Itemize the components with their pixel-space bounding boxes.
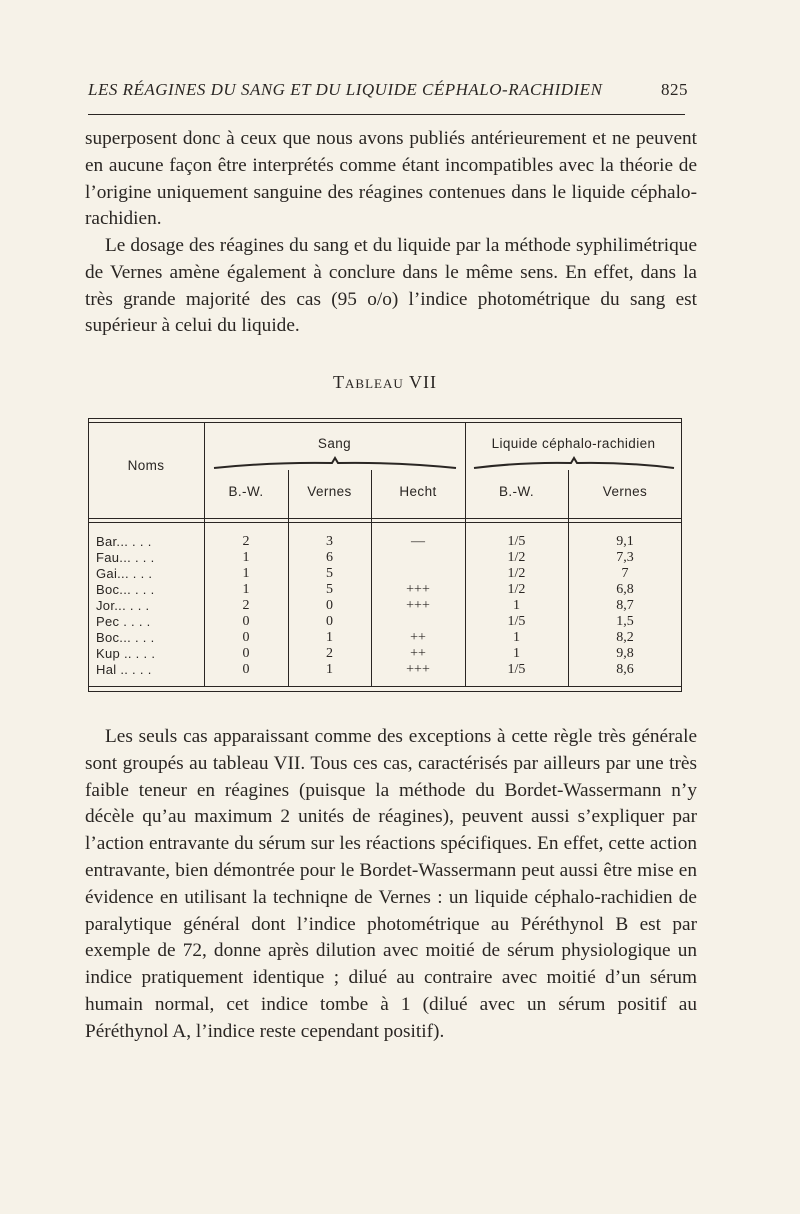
cell-sang-vernes: 5 bbox=[326, 566, 333, 581]
cell-nom: Jor... . . . bbox=[96, 598, 150, 613]
header-sang-hecht: Hecht bbox=[399, 484, 437, 499]
cell-liq-bw: 1/5 bbox=[507, 614, 526, 629]
paragraph-1: superposent donc à ceux que nous avons publiés antérieurement et ne peuvent en aucune façon être interprétés comme étant incompatibles avec la théorie de l’origine uniquement sanguine des réagines contenues dans le liquide céphalo-rachidien. bbox=[85, 128, 697, 230]
cell-sang-vernes: 1 bbox=[326, 630, 333, 645]
table-row bbox=[88, 614, 682, 630]
cell-liq-vernes: 7 bbox=[621, 566, 629, 581]
cell-sang-vernes: 5 bbox=[326, 582, 333, 597]
table-top-rule bbox=[88, 422, 682, 423]
header-liq-vernes: Vernes bbox=[602, 484, 648, 499]
cell-nom: Fau... . . . bbox=[96, 550, 155, 565]
table-row bbox=[88, 550, 682, 566]
cell-sang-bw: 1 bbox=[242, 582, 250, 597]
table-row bbox=[88, 630, 682, 646]
cell-sang-vernes: 0 bbox=[326, 598, 333, 613]
header-liq-bw: B.-W. bbox=[499, 484, 534, 499]
table-bottom-rule bbox=[88, 686, 682, 687]
liquide-brace bbox=[472, 456, 676, 470]
cell-liq-vernes: 9,1 bbox=[616, 534, 634, 549]
cell-liq-bw: 1 bbox=[513, 630, 520, 645]
header-sang-vernes: Vernes bbox=[307, 484, 352, 499]
table-row bbox=[88, 646, 682, 662]
cell-sang-bw: 2 bbox=[242, 534, 250, 549]
running-head bbox=[88, 80, 688, 104]
header-sang: Sang bbox=[317, 436, 352, 451]
cell-liq-vernes: 7,3 bbox=[616, 550, 634, 565]
header-rule bbox=[88, 114, 685, 115]
cell-sang-hecht: +++ bbox=[406, 582, 430, 597]
cell-sang-bw: 0 bbox=[242, 630, 250, 645]
cell-sang-bw: 1 bbox=[242, 566, 250, 581]
cell-liq-bw: 1 bbox=[513, 646, 520, 661]
running-head-title: LES RÉAGINES DU SANG ET DU LIQUIDE CÉPHALO-RACHIDIEN bbox=[88, 80, 603, 99]
table-row bbox=[88, 582, 682, 598]
header-separator bbox=[88, 518, 682, 519]
table-row bbox=[88, 662, 682, 678]
cell-sang-vernes: 6 bbox=[326, 550, 333, 565]
cell-nom: Boc... . . . bbox=[96, 582, 155, 597]
cell-nom: Kup .. . . . bbox=[96, 646, 156, 661]
page-number: 825 bbox=[661, 80, 688, 99]
cell-nom: Boc... . . . bbox=[96, 630, 155, 645]
cell-liq-vernes: 9,8 bbox=[616, 646, 634, 661]
cell-liq-bw: 1/2 bbox=[507, 550, 526, 565]
cell-sang-bw: 0 bbox=[242, 646, 250, 661]
header-separator-2 bbox=[88, 522, 682, 523]
cell-sang-vernes: 0 bbox=[326, 614, 333, 629]
cell-sang-hecht: ++ bbox=[410, 630, 426, 645]
cell-nom: Hal .. . . . bbox=[96, 662, 152, 677]
cell-liq-bw: 1/2 bbox=[507, 582, 526, 597]
header-noms: Noms bbox=[127, 458, 165, 473]
sang-brace bbox=[212, 456, 458, 470]
cell-liq-bw: 1/5 bbox=[507, 534, 526, 549]
cell-liq-bw: 1/2 bbox=[507, 566, 526, 581]
cell-nom: Bar... . . . bbox=[96, 534, 152, 549]
cell-sang-hecht: — bbox=[411, 534, 425, 549]
paragraph-3: Les seuls cas apparaissant comme des exceptions à cette règle très générale sont groupés au tableau VII. Tous ces cas, caractérisés par ailleurs par une très faible teneur en réagines (puisque la méthode du Bordet-Wassermann n’y décèle qu’au maximum 2 unités de réagines), peuvent aussi s’expliquer par l’action entravante du sérum sur les réactions spécifiques. En effet, cette action entravante, bien démontrée pour le Bordet-Wassermann peut aussi être mise en évidence en utilisant la techniqne de Vernes : un liquide céphalo-rachidien de paralytique général dont l’indice photométrique au Péréthynol B est par exemple de 72, donne après dilution avec moitié de sérum physiologique un indice pratiquement identique ; dilué au contraire avec moitié d’un sérum humain normal, cet indice tombe à 1 (dilué avec un sérum positif au Péréthynol A, l’indice reste cependant positif). bbox=[85, 726, 697, 1042]
table-row bbox=[88, 598, 682, 614]
header-sang-bw: B.-W. bbox=[228, 484, 264, 499]
cell-sang-bw: 2 bbox=[242, 598, 250, 613]
cell-sang-vernes: 1 bbox=[326, 662, 333, 677]
cell-liq-bw: 1/5 bbox=[507, 662, 526, 677]
data-table bbox=[88, 418, 682, 692]
table-row bbox=[88, 534, 682, 550]
cell-liq-vernes: 8,2 bbox=[616, 630, 634, 645]
cell-sang-bw: 1 bbox=[242, 550, 250, 565]
cell-liq-vernes: 1,5 bbox=[616, 614, 634, 629]
cell-sang-hecht: +++ bbox=[406, 598, 430, 613]
cell-sang-hecht: ++ bbox=[410, 646, 426, 661]
paragraph-2: Le dosage des réagines du sang et du liquide par la méthode syphilimétrique de Vernes amène également à conclure dans le même sens. En effet, dans la très grande majorité des cas (95 o/o) l’indice photométrique du sang est supérieur à celui du liquide. bbox=[85, 235, 697, 337]
cell-sang-bw: 0 bbox=[242, 662, 250, 677]
cell-sang-bw: 0 bbox=[242, 614, 250, 629]
cell-liq-vernes: 8,6 bbox=[616, 662, 634, 677]
cell-liq-bw: 1 bbox=[513, 598, 520, 613]
cell-liq-vernes: 8,7 bbox=[616, 598, 634, 613]
cell-sang-hecht: +++ bbox=[406, 662, 430, 677]
table-row bbox=[88, 566, 682, 582]
table-caption-number: VII bbox=[408, 372, 437, 392]
table-caption bbox=[0, 372, 770, 393]
cell-sang-vernes: 2 bbox=[326, 646, 333, 661]
table-caption-word: Tableau bbox=[333, 372, 404, 392]
cell-nom: Pec . . . . bbox=[96, 614, 151, 629]
cell-sang-vernes: 3 bbox=[326, 534, 333, 549]
cell-liq-vernes: 6,8 bbox=[616, 582, 634, 597]
cell-nom: Gai... . . . bbox=[96, 566, 153, 581]
header-liquide: Liquide céphalo-rachidien bbox=[491, 436, 656, 451]
